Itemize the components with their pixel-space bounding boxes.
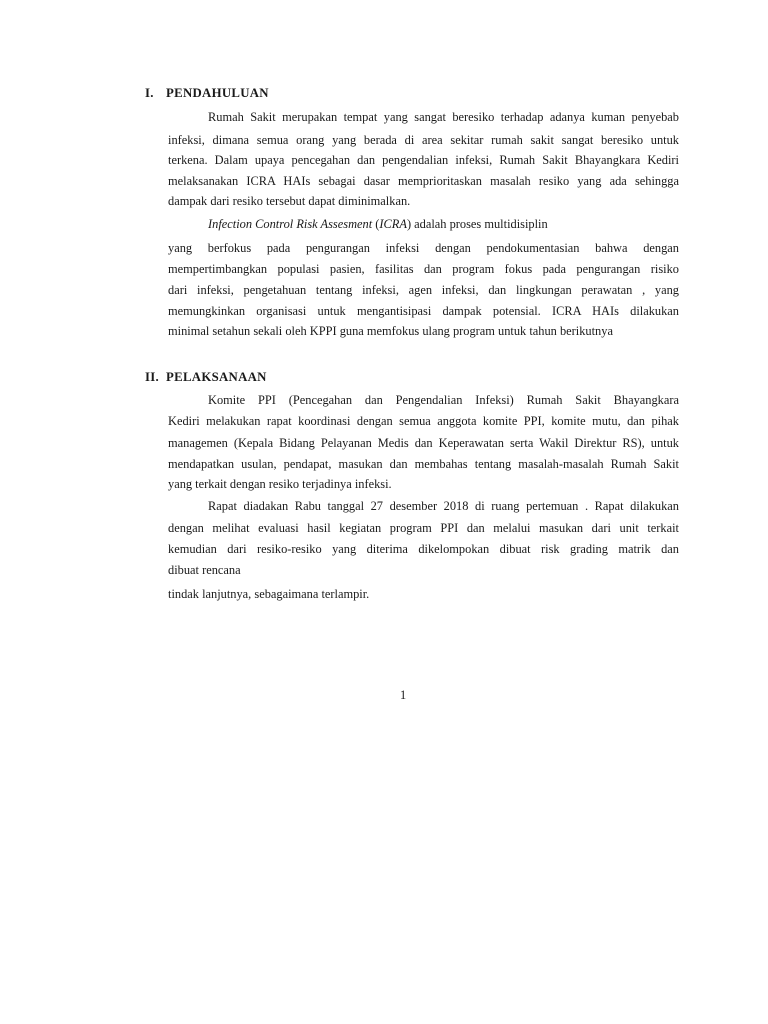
paragraph-line: Rapat diadakan Rabu tanggal 27 desember 2018 di ruang pertemuan . Rapat dilakukan	[208, 499, 679, 513]
paragraph-line: dampak dari resiko tersebut dapat diminimalkan.	[168, 194, 411, 208]
paragraph-line: melaksanakan ICRA HAIs sebagai dasar memprioritaskan masalah resiko yang ada sehingga	[168, 174, 679, 188]
page-number: 1	[400, 688, 407, 702]
icra-abbrev: ICRA	[379, 217, 407, 231]
section-title: PELAKSANAAN	[166, 370, 267, 384]
section-number: II.	[145, 370, 160, 384]
paragraph-line: kemudian dari resiko-resiko yang diterima dikelompokan dibuat risk grading matrik dan	[168, 542, 679, 556]
paragraph-line: Komite PPI (Pencegahan dan Pengendalian Infeksi) Rumah Sakit Bhayangkara	[208, 393, 679, 407]
paragraph-line: mendapatkan usulan, pendapat, masukan dan membahas tentang masalah-masalah Rumah Sakit	[168, 457, 679, 471]
paragraph-line: memungkinkan organisasi untuk mengantisipasi dampak potensial. ICRA HAIs dilakukan	[168, 304, 679, 318]
paragraph-line: mempertimbangkan populasi pasien, fasilitas dan program fokus pada pengurangan risiko	[168, 262, 679, 276]
paragraph-line: minimal setahun sekali oleh KPPI guna memfokus ulang program untuk tahun berikutnya	[168, 324, 613, 338]
paragraph-line: dibuat rencana	[168, 563, 241, 577]
paragraph-line: dengan melihat evaluasi hasil kegiatan program PPI dan melalui masukan dari unit terkait	[168, 521, 679, 535]
paragraph-line: managemen (Kepala Bidang Pelayanan Medis dan Keperawatan serta Wakil Direktur RS), untuk	[168, 436, 679, 450]
icra-definition-line	[208, 218, 548, 230]
paragraph-line: tindak lanjutnya, sebagaimana terlampir.	[168, 587, 370, 601]
section-heading-pelaksanaan	[145, 370, 267, 385]
paragraph-line: Rumah Sakit merupakan tempat yang sangat beresiko terhadap adanya kuman penyebab	[208, 110, 679, 124]
paragraph-line: dari infeksi, pengetahuan tentang infeksi, agen infeksi, dan lingkungan perawatan , yang	[168, 283, 679, 297]
paragraph-line: yang terkait dengan resiko terjadinya infeksi.	[168, 477, 392, 491]
icra-paren-open: (	[372, 217, 380, 231]
section-heading-pendahuluan	[145, 86, 269, 101]
paragraph-line: Kediri melakukan rapat koordinasi dengan semua anggota komite PPI, komite mutu, dan pihak	[168, 414, 679, 428]
paragraph-line: yang berfokus pada pengurangan infeksi dengan pendokumentasian bahwa dengan	[168, 241, 679, 255]
section-number: I.	[145, 86, 154, 100]
paragraph-line: terkena. Dalam upaya pencegahan dan pengendalian infeksi, Rumah Sakit Bhayangkara Kediri	[168, 153, 679, 167]
paragraph-line: infeksi, dimana semua orang yang berada di area sekitar rumah sakit sangat beresiko untuk	[168, 133, 679, 147]
icra-term: Infection Control Risk Assesment	[208, 217, 373, 231]
icra-definition-rest: ) adalah proses multidisiplin	[406, 217, 548, 231]
section-title: PENDAHULUAN	[166, 86, 269, 100]
